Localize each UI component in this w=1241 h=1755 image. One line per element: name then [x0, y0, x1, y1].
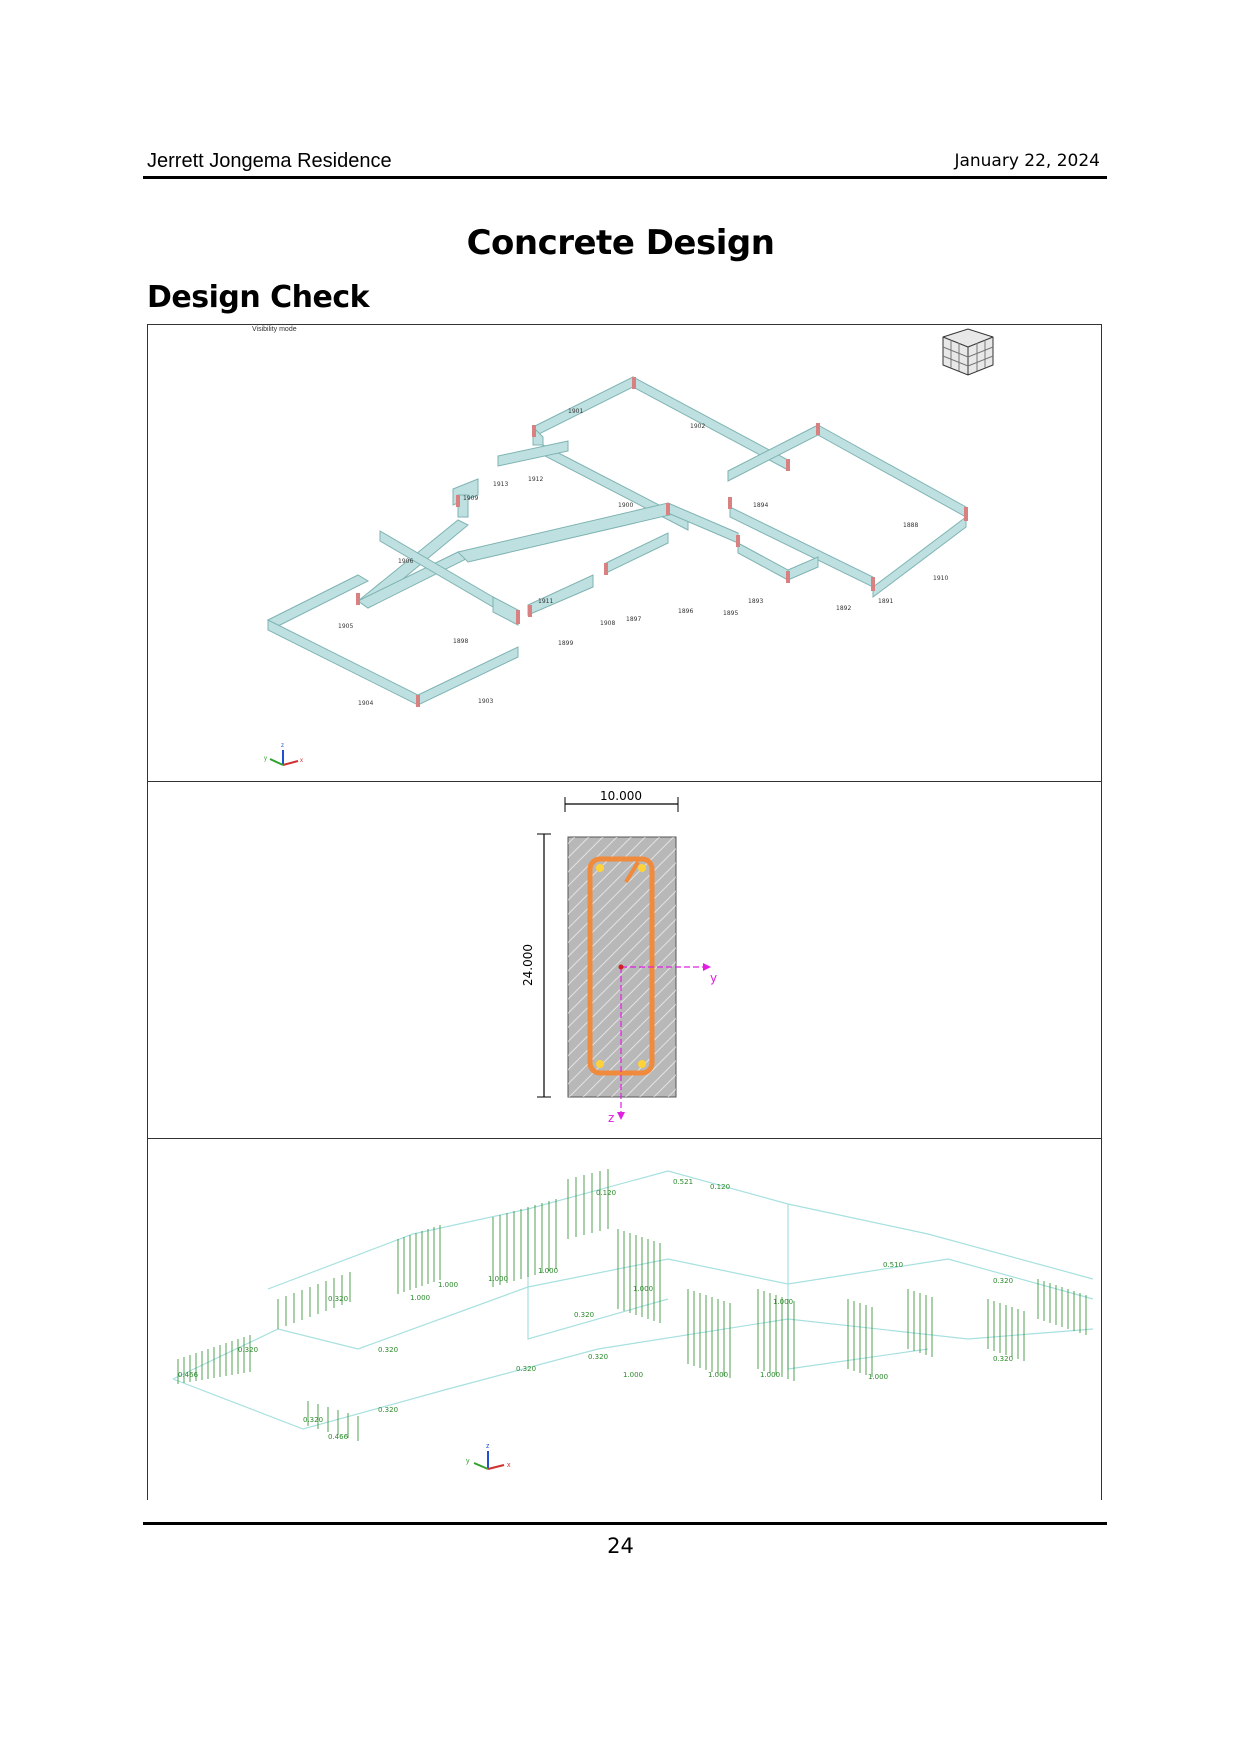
section-heading: Design Check [147, 280, 370, 315]
member-label-1900: 1900 [618, 502, 634, 509]
page-title: Concrete Design [466, 223, 775, 263]
result-label-1: 0.120 [710, 1183, 731, 1191]
result-label-20: 1.000 [868, 1373, 889, 1381]
result-label-7: 1.000 [438, 1281, 459, 1289]
member-label-1909: 1909 [463, 495, 479, 502]
header-rule [143, 176, 1107, 179]
member-label-1892: 1892 [836, 605, 852, 612]
svg-text:x: x [507, 1462, 511, 1469]
result-label-21: 0.466 [178, 1371, 199, 1379]
result-label-19: 1.000 [760, 1371, 781, 1379]
member-label-1908: 1908 [600, 620, 616, 627]
visibility-mode-label: Visibility mode [252, 326, 297, 333]
result-label-22: 0.320 [303, 1416, 324, 1424]
member-label-1888: 1888 [903, 522, 919, 529]
section-view-panel [147, 781, 1102, 1139]
axis-z-label: z [608, 1111, 615, 1125]
result-label-10: 0.320 [574, 1311, 595, 1319]
member-label-1893: 1893 [748, 598, 764, 605]
result-label-12: 0.320 [238, 1346, 259, 1354]
member-label-1898: 1898 [453, 638, 469, 645]
results-drawing [148, 1139, 1103, 1501]
svg-text:y: y [466, 1458, 470, 1465]
member-label-1896: 1896 [678, 608, 694, 615]
member-label-1894: 1894 [753, 502, 769, 509]
beam-network [268, 377, 966, 705]
header-project: Jerrett Jongema Residence [147, 150, 392, 172]
member-label-1903: 1903 [478, 698, 494, 705]
axis-triad-icon [264, 743, 303, 765]
member-label-1905: 1905 [338, 623, 354, 630]
result-label-9: 0.320 [328, 1295, 349, 1303]
member-label-1895: 1895 [723, 610, 739, 617]
member-label-1912: 1912 [528, 476, 544, 483]
svg-text:x: x [300, 758, 303, 764]
height-dimension [521, 834, 551, 1097]
svg-text:z: z [486, 1443, 490, 1450]
width-dim-label: 10.000 [600, 789, 642, 803]
result-label-5: 1.000 [488, 1275, 509, 1283]
result-label-13: 0.320 [378, 1346, 399, 1354]
svg-text:y: y [264, 756, 267, 762]
axis-triad-icon [466, 1443, 511, 1469]
result-label-0: 0.521 [673, 1178, 694, 1186]
height-dim-label: 24.000 [521, 944, 535, 986]
section-drawing [148, 782, 1103, 1140]
result-diagram-bars [178, 1169, 1086, 1441]
result-label-15: 0.320 [516, 1365, 537, 1373]
member-label-1910: 1910 [933, 575, 949, 582]
result-label-25: 0.320 [993, 1355, 1014, 1363]
width-dimension [565, 789, 678, 812]
result-label-17: 1.000 [623, 1371, 644, 1379]
member-label-1899: 1899 [558, 640, 574, 647]
result-outline [173, 1171, 1093, 1429]
result-label-18: 1.000 [708, 1371, 729, 1379]
member-label-1902: 1902 [690, 423, 706, 430]
view-cube-icon[interactable] [943, 329, 993, 375]
result-label-6: 1.000 [538, 1267, 559, 1275]
result-label-8: 1.000 [410, 1294, 431, 1302]
result-label-14: 0.320 [588, 1353, 609, 1361]
result-label-3: 0.510 [883, 1261, 904, 1269]
results-view-panel [147, 1138, 1102, 1500]
page-number: 24 [607, 1534, 634, 1558]
model-view-drawing [148, 325, 1103, 783]
svg-text:z: z [281, 743, 284, 749]
result-label-2: 0.120 [596, 1189, 617, 1197]
member-label-1901: 1901 [568, 408, 584, 415]
member-label-1913: 1913 [493, 481, 509, 488]
axis-y-label: y [710, 971, 718, 985]
member-label-1906: 1906 [398, 558, 414, 565]
result-label-23: 0.320 [378, 1406, 399, 1414]
result-label-16: 1.000 [773, 1298, 794, 1306]
model-view-panel [147, 324, 1102, 782]
header-date: January 22, 2024 [954, 151, 1100, 171]
result-label-4: 0.320 [993, 1277, 1014, 1285]
result-label-11: 1.000 [633, 1285, 654, 1293]
member-label-1904: 1904 [358, 700, 374, 707]
member-label-1897: 1897 [626, 616, 642, 623]
member-label-1911: 1911 [538, 598, 554, 605]
footer-rule [143, 1522, 1107, 1525]
result-label-24: 0.466 [328, 1433, 349, 1441]
member-label-1891: 1891 [878, 598, 894, 605]
result-value-labels [178, 1178, 1013, 1441]
